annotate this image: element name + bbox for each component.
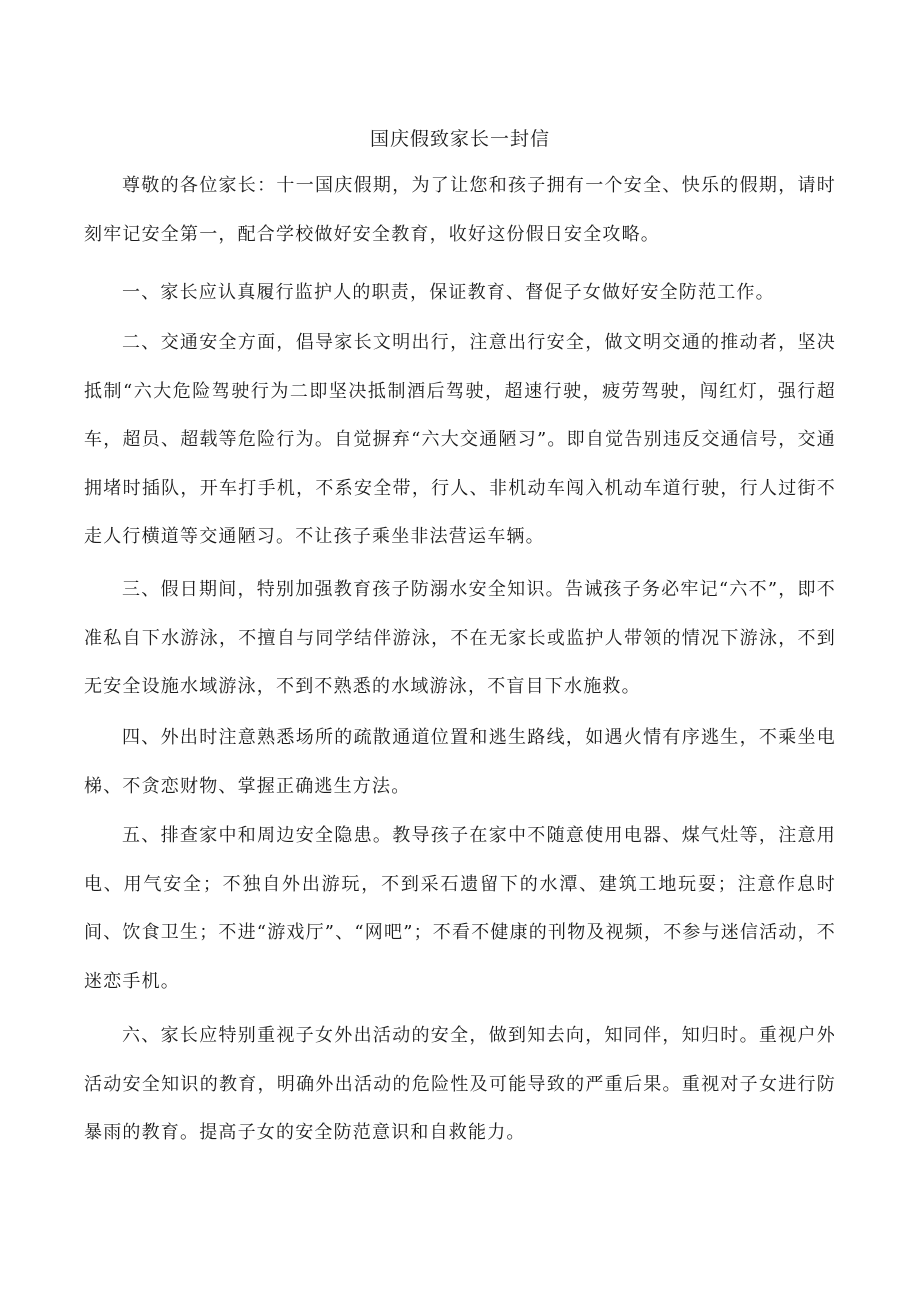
paragraph-5-home-hazards: 五、排查家中和周边安全隐患。教导孩子在家中不随意使用电器、煤气灶等，注意用电、用气安全；不独自外出游玩，不到采石遗留下的水潭、建筑工地玩耍；注意作息时间、饮食卫生；不进“游戏厅”、“网吧”；不看不健康的刊物及视频，不参与迷信活动，不迷恋手机。: [84, 825, 837, 992]
greeting-paragraph: 尊敬的各位家长：十一国庆假期，为了让您和孩子拥有一个安全、快乐的假期，请时刻牢记安全第一，配合学校做好安全教育，收好这份假日安全攻略。: [84, 175, 836, 245]
paragraph-1-guardian-duty: 一、家长应认真履行监护人的职责，保证教育、督促子女做好安全防范工作。: [122, 282, 775, 303]
paragraph-4-fire-escape: 四、外出时注意熟悉场所的疏散通道位置和逃生路线，如遇火情有序逃生，不乘坐电梯、不贪恋财物、掌握正确逃生方法。: [84, 727, 836, 797]
document-title: 国庆假致家长一封信: [369, 128, 550, 150]
paragraph-2-traffic-safety: 二、交通安全方面，倡导家长文明出行，注意出行安全，做文明交通的推动者，坚决抵制“六大危险驾驶行为二即坚决抵制酒后驾驶，超速行驶，疲劳驾驶，闯红灯，强行超车，超员、超载等危险行为。自觉摒弃“六大交通陋习”。即自觉告别违反交通信号，交通拥堵时插队，开车打手机，不系安全带，行人、非机动车闯入机动车道行驶，行人过街不走人行横道等交通陋习。不让孩子乘坐非法营运车辆。: [84, 332, 836, 547]
paragraph-6-outdoor-safety: 六、家长应特别重视子女外出活动的安全，做到知去向，知同伴，知归时。重视户外活动安全知识的教育，明确外出活动的危险性及可能导致的严重后果。重视对子女进行防暴雨的教育。提高子女的安全防范意识和自救能力。: [84, 1025, 836, 1143]
paragraph-3-drowning-prevention: 三、假日期间，特别加强教育孩子防溺水安全知识。告诫孩子务必牢记“六不”，即不准私自下水游泳，不擅自与同学结伴游泳，不在无家长或监护人带领的情况下游泳，不到无安全设施水域游泳，不到不熟悉的水域游泳，不盲目下水施救。: [84, 579, 836, 697]
